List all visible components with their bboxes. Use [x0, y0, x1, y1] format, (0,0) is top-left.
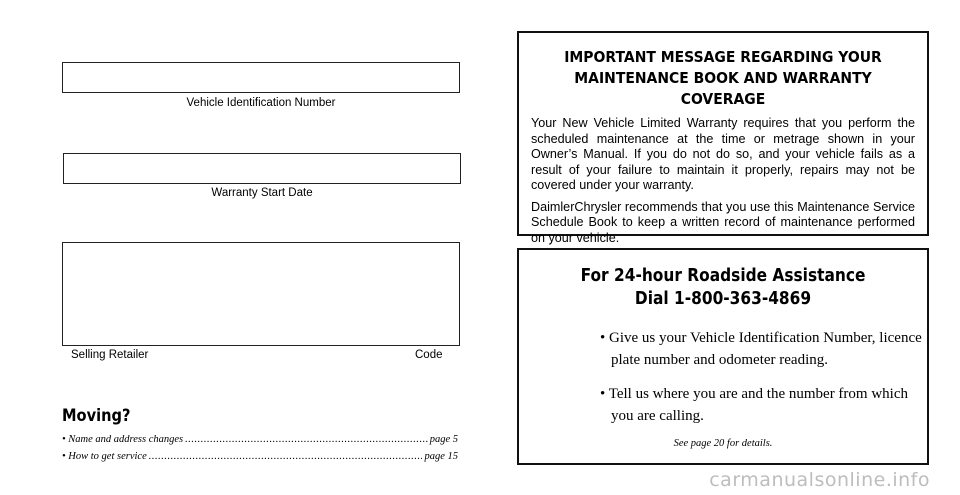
roadside-phone-number[interactable]: Dial 1-800-363-4869 — [634, 289, 812, 309]
roadside-footnote: See page 20 for details. — [673, 438, 773, 449]
watermark-text: carmanualsonline.info — [709, 469, 930, 491]
roadside-bullet: • Tell us where you are and the number from which you are calling. — [600, 386, 908, 424]
warranty-start-date-caption: Warranty Start Date — [211, 187, 313, 199]
toc-entry-page: page 15 — [424, 451, 458, 462]
important-message-panel — [517, 31, 929, 245]
roadside-assistance-panel — [517, 248, 929, 465]
roadside-bullet-list — [519, 327, 927, 427]
toc-entry-label: • How to get service — [62, 451, 147, 462]
roadside-title — [543, 265, 902, 311]
important-message-paragraph: Your New Vehicle Limited Warranty requires that you perform the scheduled maintenance at the time or metrage shown in your Owner’s Manual. If you do not do so, and your vehicle fails as a result of your failure to maintain it properly, repairs may not be covered under your warranty. — [531, 116, 915, 192]
toc-leader — [149, 451, 423, 462]
selling-retailer-field[interactable] — [62, 242, 460, 346]
toc-entry-name-address[interactable] — [62, 434, 458, 445]
vin-caption: Vehicle Identification Number — [186, 97, 336, 109]
vin-field[interactable] — [62, 62, 460, 93]
toc-entry-label: • Name and address changes — [62, 434, 184, 445]
warranty-start-date-field[interactable] — [63, 153, 461, 184]
toc-entry-get-service[interactable] — [62, 451, 458, 462]
roadside-bullet: • Give us your Vehicle Identification Number, licence plate number and odometer reading. — [600, 330, 922, 368]
important-message-title — [539, 47, 906, 110]
roadside-title-line1: For 24-hour Roadside Assistance — [580, 266, 866, 286]
selling-retailer-caption: Selling Retailer — [71, 349, 149, 361]
toc-leader — [185, 434, 428, 445]
important-message-body — [519, 116, 927, 246]
moving-heading: Moving? — [62, 406, 131, 426]
important-message-title-line2: MAINTENANCE BOOK AND WARRANTY COVERAGE — [574, 69, 872, 108]
code-caption: Code — [415, 349, 443, 361]
important-message-paragraph: DaimlerChrysler recommends that you use this Maintenance Service Schedule Book to keep a written record of maintenance performed on your vehicle. — [531, 199, 915, 245]
important-message-title-line1: IMPORTANT MESSAGE REGARDING YOUR — [564, 48, 882, 66]
toc-entry-page: page 5 — [429, 434, 458, 445]
